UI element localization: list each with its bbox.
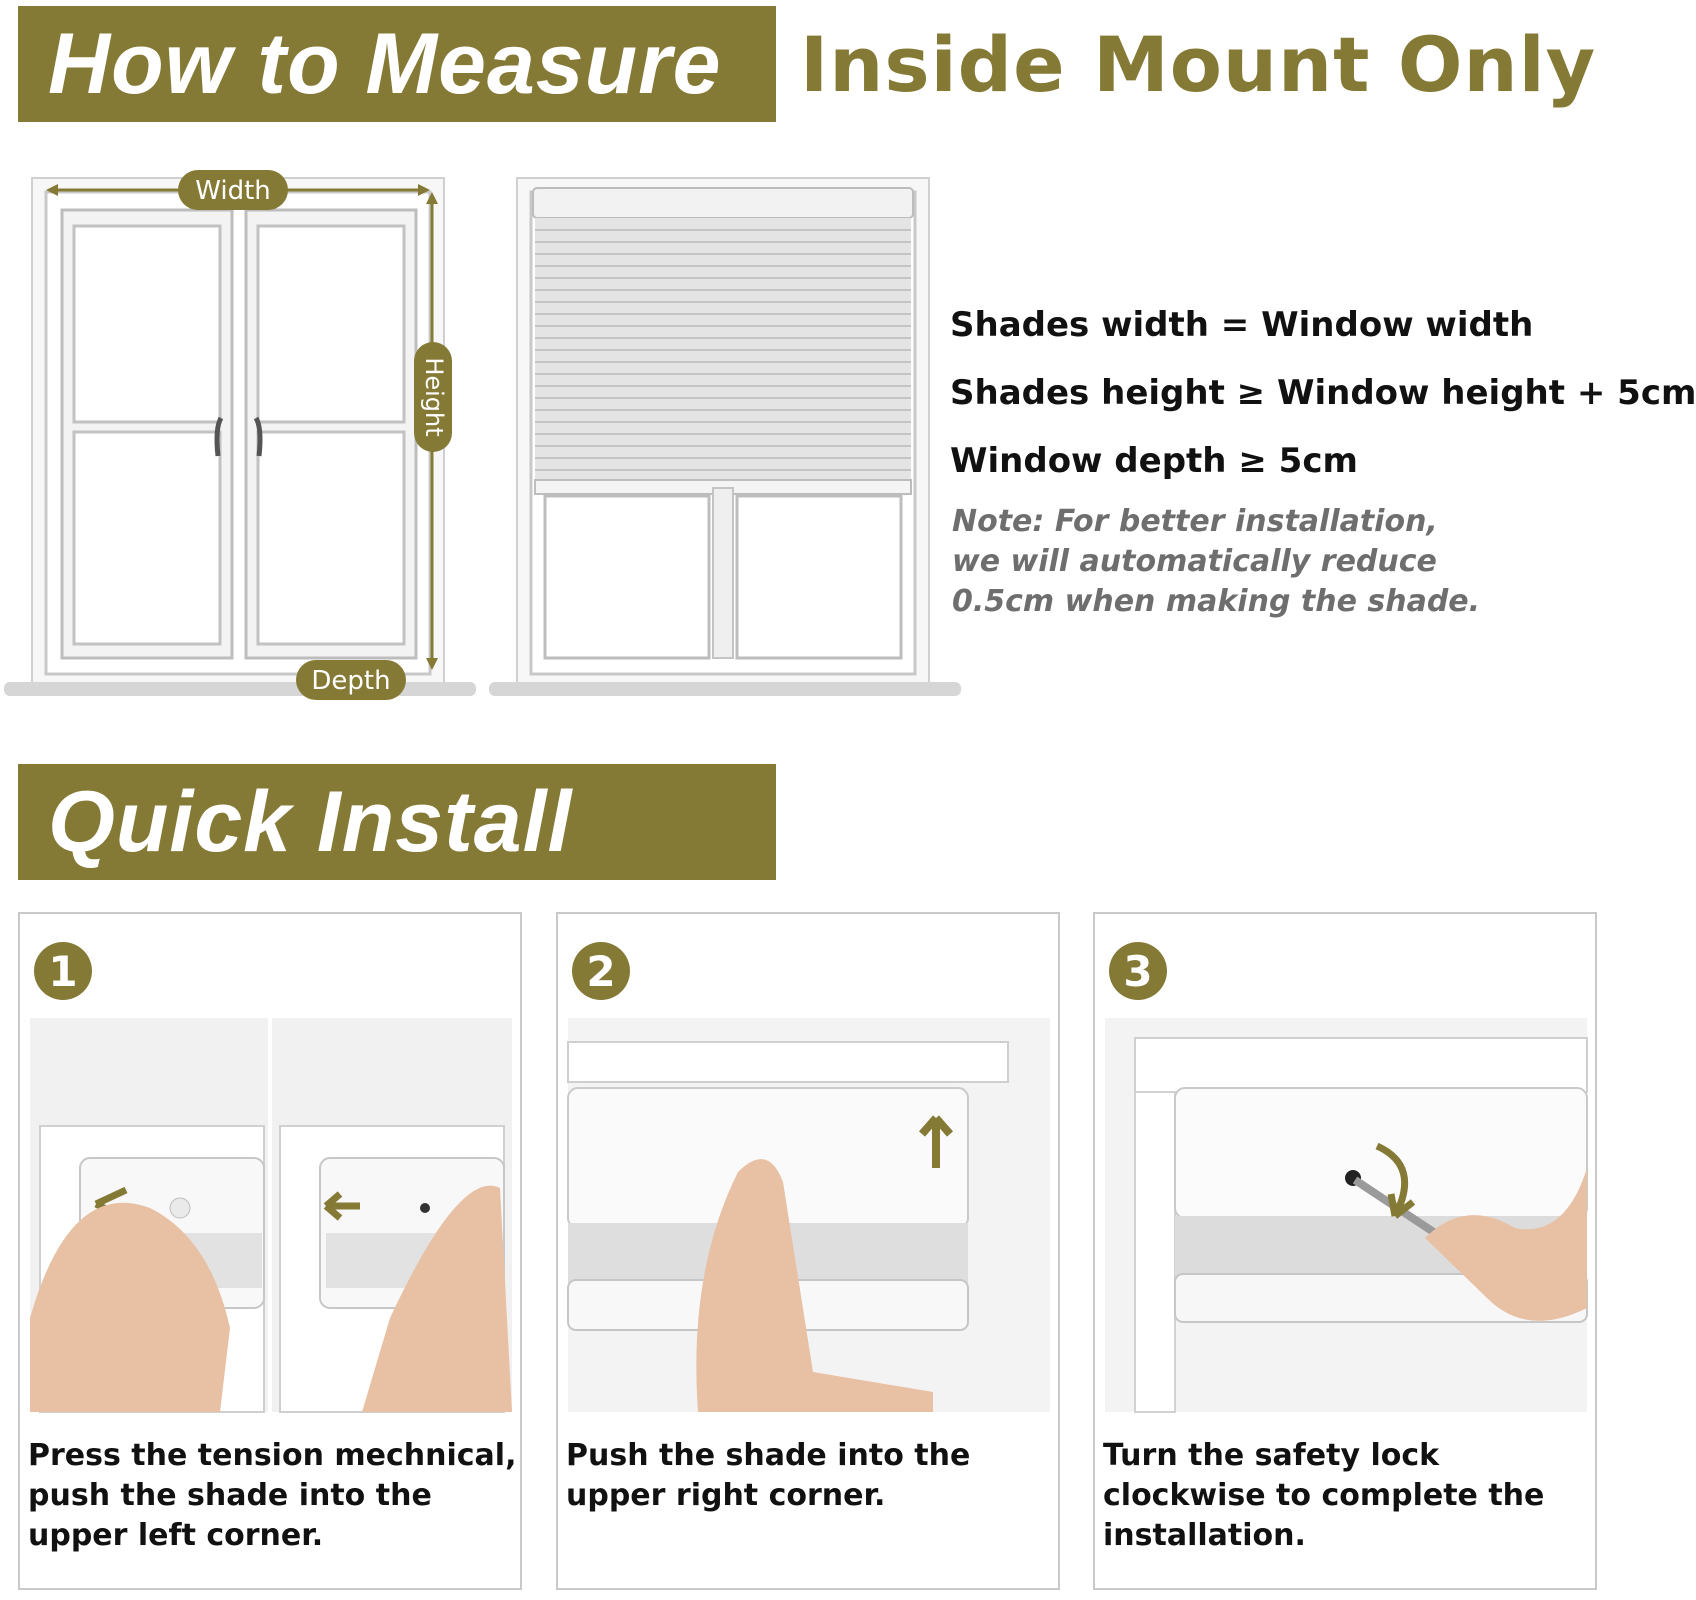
depth-formula: Window depth ≥ 5cm (950, 441, 1358, 481)
step-number-badge: 1 (34, 942, 92, 1000)
installation-note: Note: For better installation, we will automatically reduce 0.5cm when making the shade. (952, 504, 1481, 619)
install-step-2 (556, 912, 1060, 1590)
step-number-badge: 2 (572, 942, 630, 1000)
step-3-text: Turn the safety lock clockwise to complete the installation. (1103, 1438, 1545, 1553)
install-step-3 (1093, 912, 1597, 1590)
mount-subtitle: Inside Mount Only (800, 20, 1597, 109)
install-step-1 (18, 912, 522, 1590)
step-1-photo (30, 1018, 512, 1412)
step-2-photo (568, 1018, 1050, 1412)
window-measure-diagram (0, 170, 480, 720)
step-2-text: Push the shade into the upper right corner. (566, 1438, 971, 1513)
step-1-text: Press the tension mechnical, push the shade into the upper left corner. (28, 1438, 517, 1553)
install-heading: Quick Install (48, 773, 573, 870)
height-formula: Shades height ≥ Window height + 5cm (950, 373, 1696, 413)
measurement-formulas (950, 305, 1696, 509)
width-label: Width (195, 176, 271, 206)
measure-heading: How to Measure (48, 15, 722, 112)
shade-installed-diagram (485, 170, 965, 720)
height-label: Height (420, 357, 448, 437)
step-3-photo (1105, 1018, 1587, 1412)
step-number-badge: 3 (1109, 942, 1167, 1000)
depth-label: Depth (311, 666, 391, 696)
measure-heading-banner (18, 6, 776, 122)
install-heading-banner (18, 764, 776, 880)
width-formula: Shades width = Window width (950, 305, 1534, 345)
